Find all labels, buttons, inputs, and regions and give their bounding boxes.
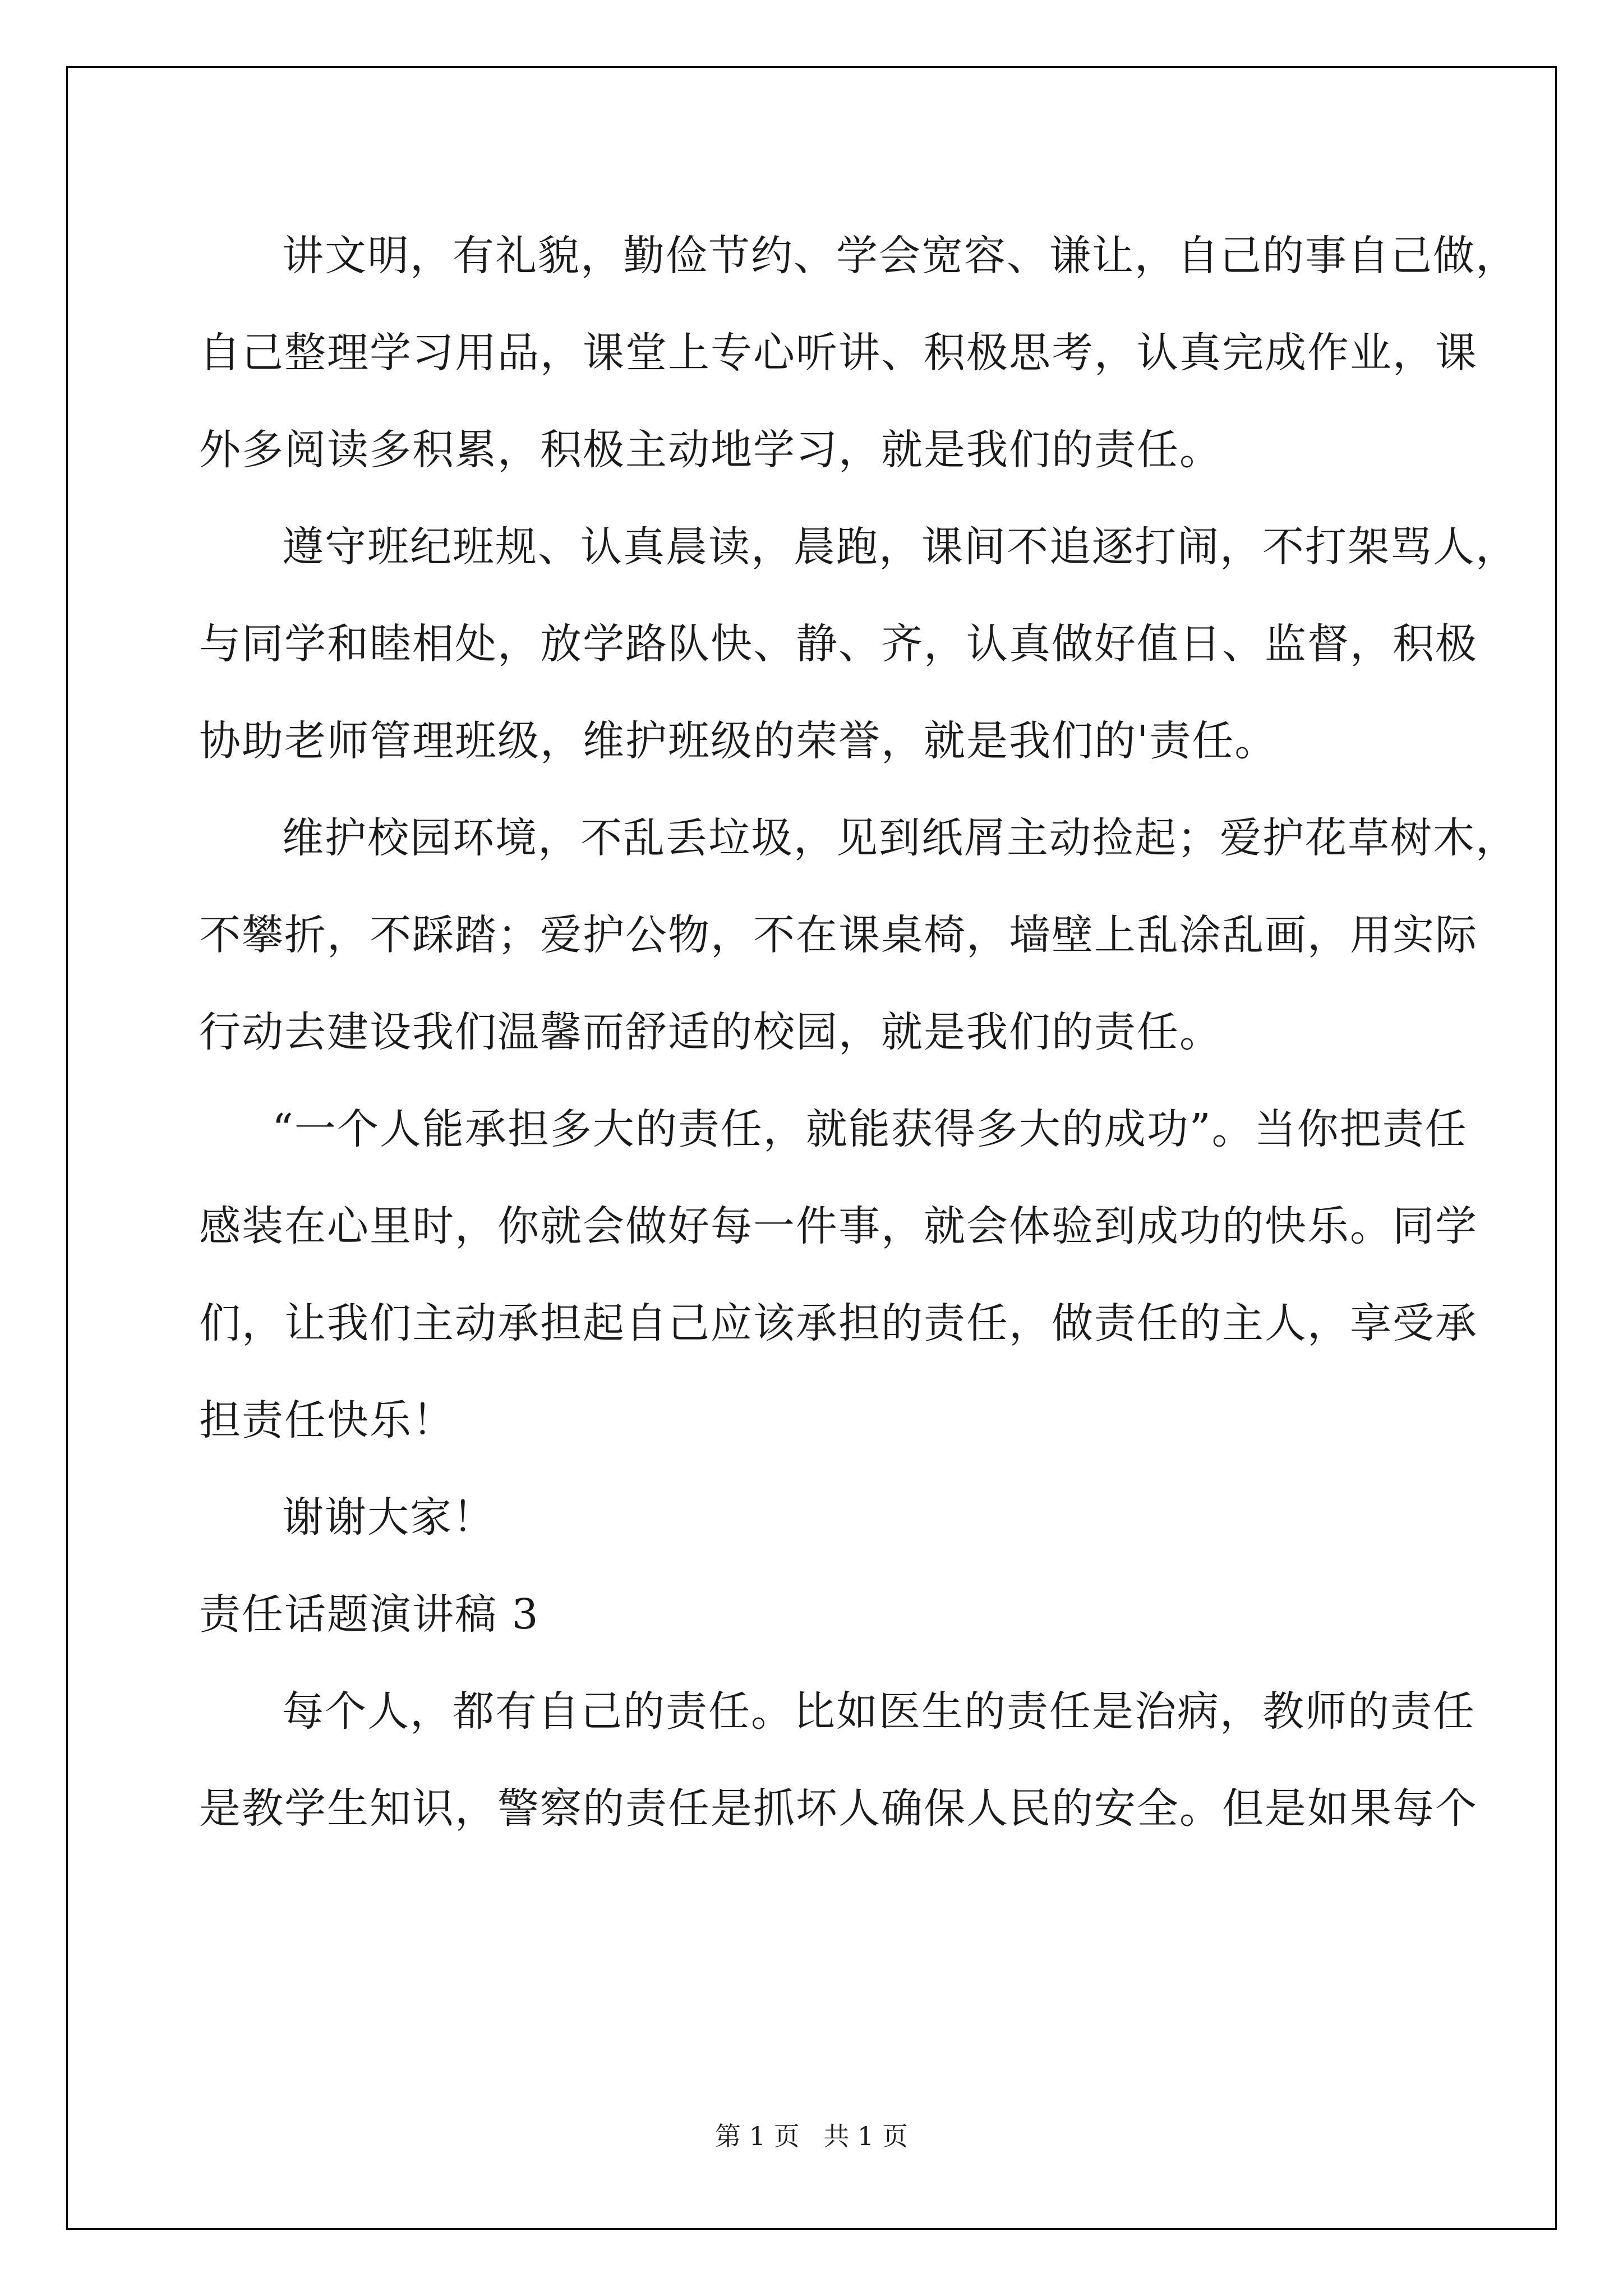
paragraph-3-line-3: 行动去建设我们温馨而舒适的校园，就是我们的责任。 — [199, 1008, 1222, 1056]
paragraph-5-line-1: 谢谢大家！ — [282, 1493, 495, 1542]
paragraph-2-line-2: 与同学和睦相处，放学路队快、静、齐，认真做好值日、监督，积极 — [199, 620, 1478, 668]
paragraph-4-line-4: 担责任快乐！ — [199, 1396, 455, 1444]
paragraph-3-line-1: 维护校园环境，不乱丢垃圾，见到纸屑主动捡起；爱护花草树木， — [282, 814, 1518, 862]
section-title: 责任话题演讲稿 3 — [199, 1590, 540, 1639]
paragraph-4-line-3: 们，让我们主动承担起自己应该承担的责任，做责任的主人，享受承 — [199, 1299, 1478, 1347]
current-page-label: 第 1 页 — [715, 2121, 800, 2151]
paragraph-2-line-3: 协助老师管理班级，维护班级的荣誉，就是我们的'责任。 — [199, 717, 1278, 765]
paragraph-1-line-1: 讲文明，有礼貌，勤俭节约、学会宽容、谦让，自己的事自己做， — [282, 232, 1518, 280]
paragraph-4-line-1: “一个人能承担多大的责任，就能获得多大的成功”。当你把责任 — [272, 1105, 1468, 1153]
total-pages-label: 共 1 页 — [823, 2121, 908, 2151]
paragraph-1-line-3: 外多阅读多积累，积极主动地学习，就是我们的责任。 — [199, 426, 1222, 474]
paragraph-4-line-2: 感装在心里时，你就会做好每一件事，就会体验到成功的快乐。同学 — [199, 1202, 1478, 1250]
paragraph-6-line-2: 是教学生知识，警察的责任是抓坏人确保人民的安全。但是如果每个 — [199, 1784, 1478, 1833]
document-body — [199, 208, 1518, 1857]
paragraph-3-line-2: 不攀折，不踩踏；爱护公物，不在课桌椅，墙壁上乱涂乱画，用实际 — [199, 911, 1478, 959]
paragraph-1-line-2: 自己整理学习用品，课堂上专心听讲、积极思考，认真完成作业，课 — [199, 329, 1478, 377]
paragraph-2-line-1: 遵守班纪班规、认真晨读，晨跑，课间不追逐打闹，不打架骂人， — [282, 523, 1518, 571]
page-footer — [0, 2119, 1623, 2153]
paragraph-6-line-1: 每个人，都有自己的责任。比如医生的责任是治病，教师的责任 — [282, 1687, 1476, 1736]
